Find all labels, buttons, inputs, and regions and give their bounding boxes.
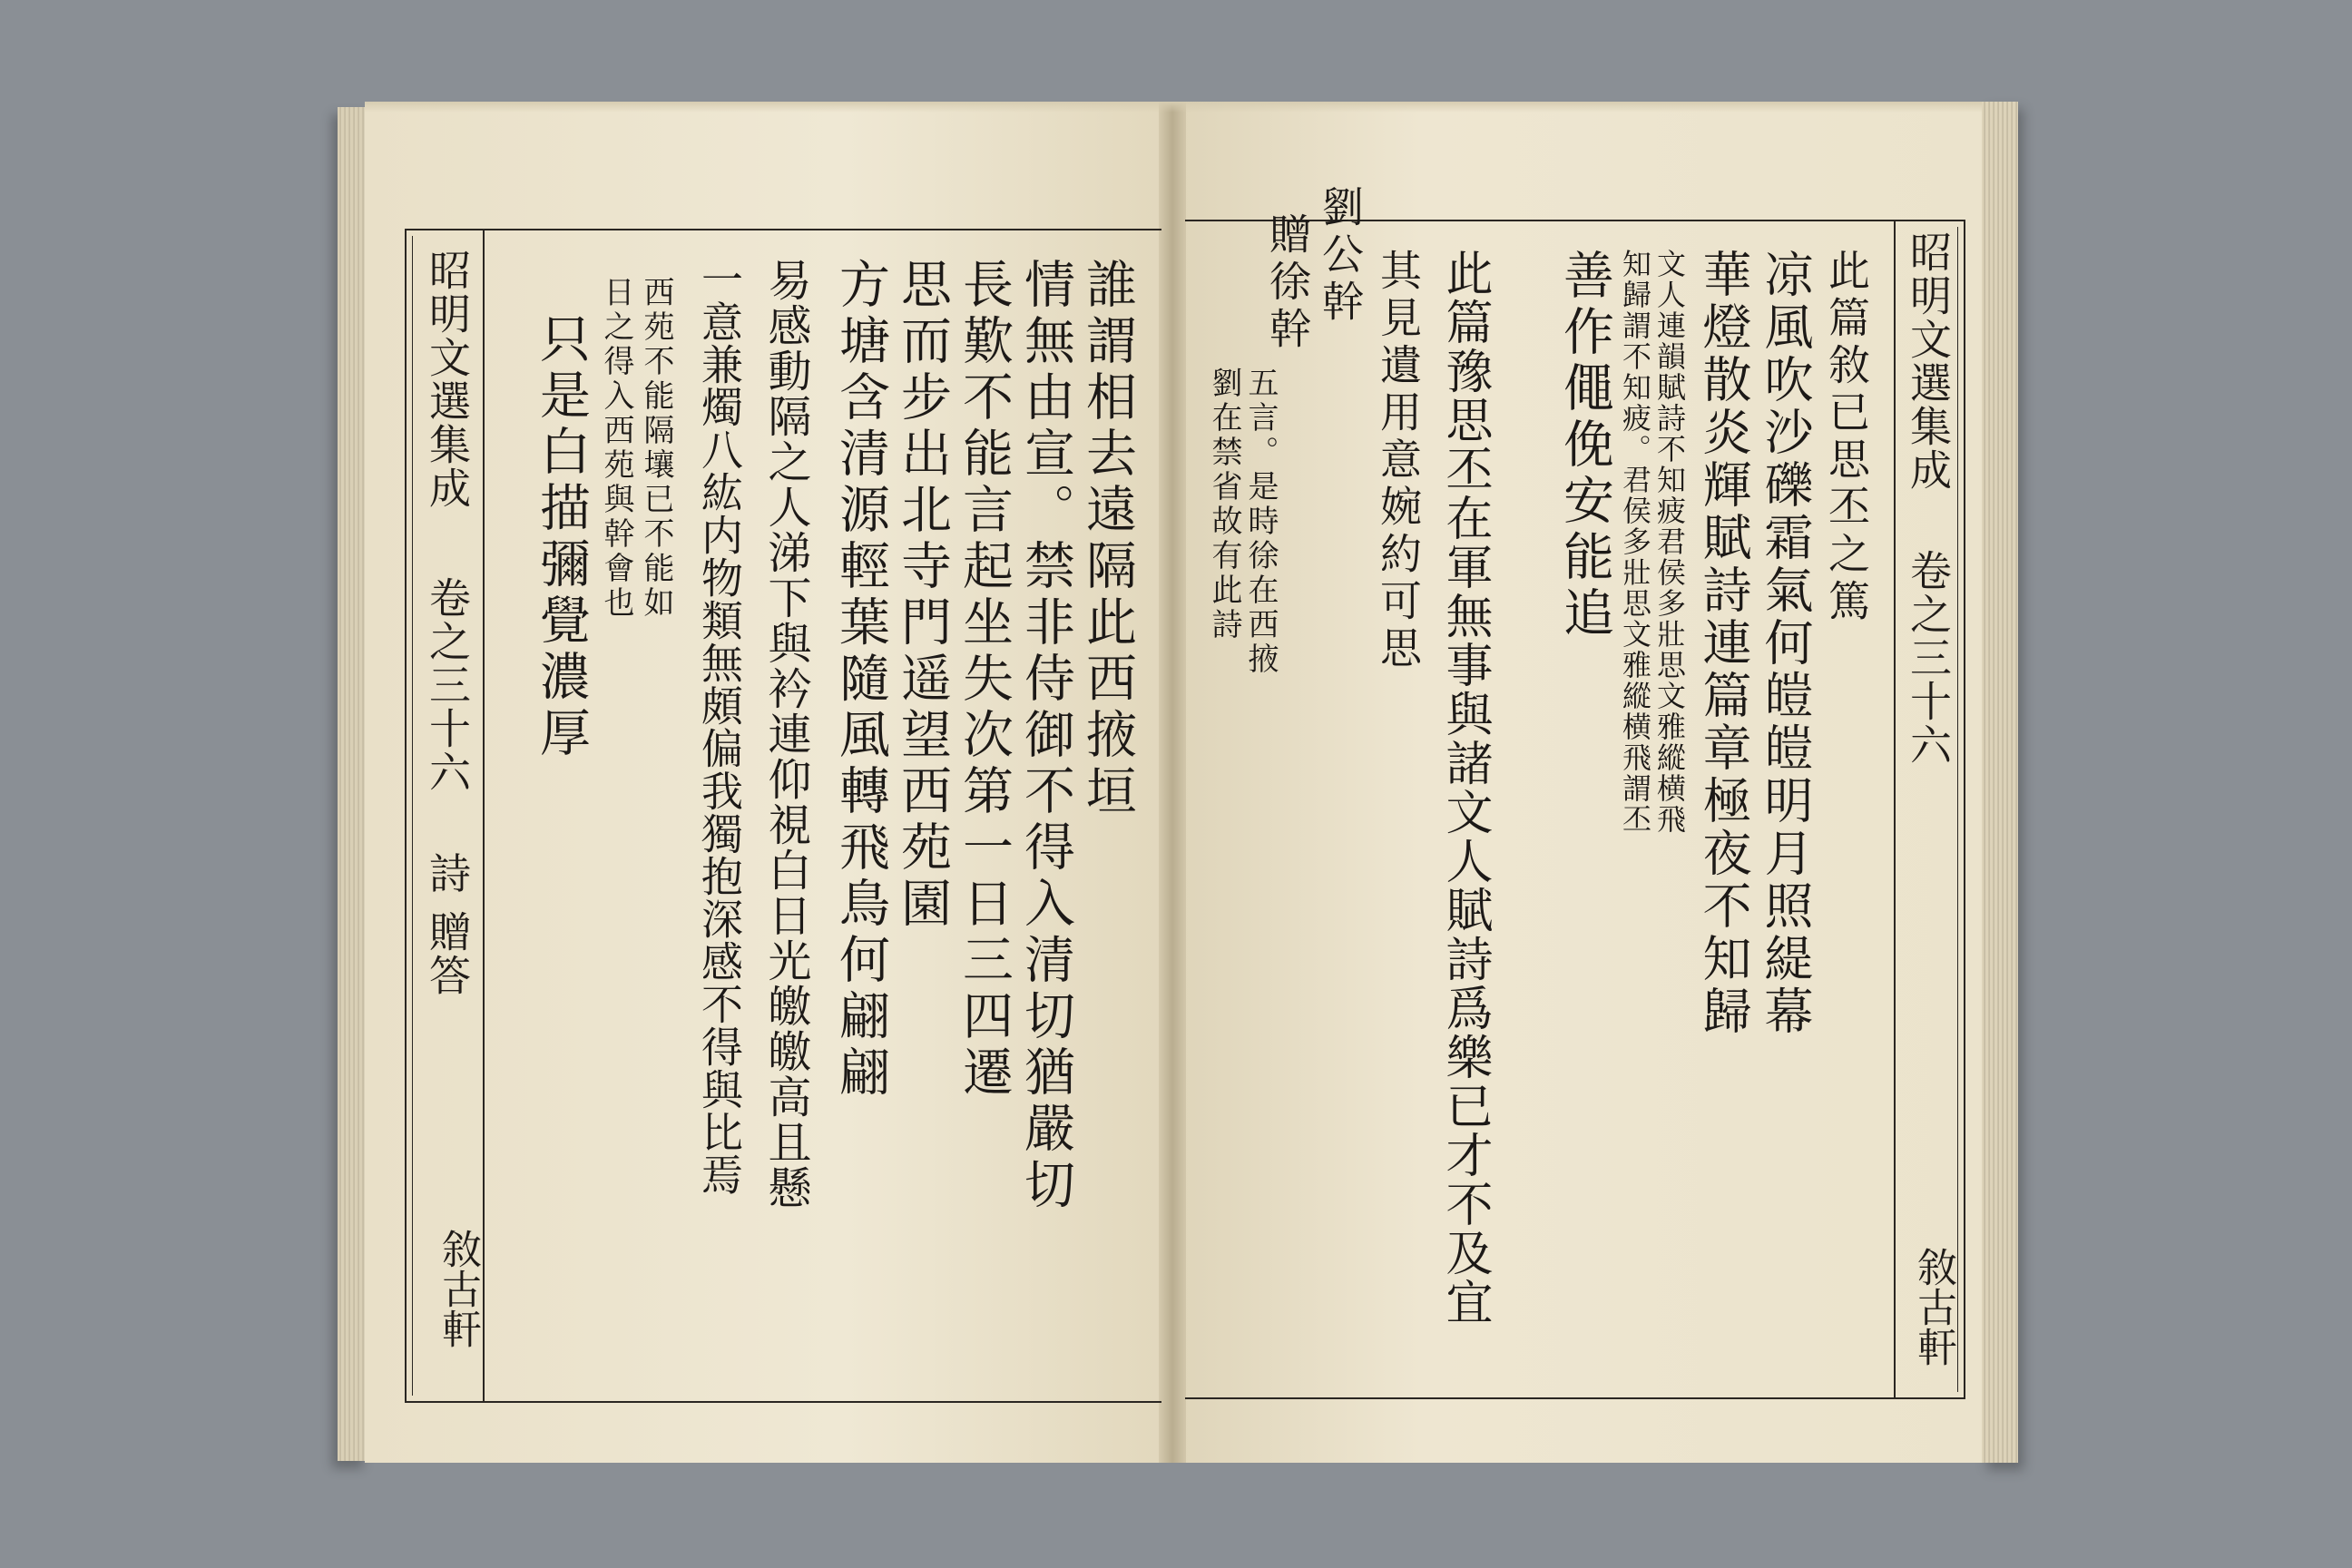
right-col-2: 凉風吹沙礫霜氣何皚皚明月照緹幕 bbox=[1757, 249, 1814, 1038]
left-col-9: 日之得入西苑與幹會也 bbox=[598, 276, 634, 621]
right-col-7: 此篇豫思丕在軍無事與諸文人賦詩爲樂已才不及宜 bbox=[1437, 249, 1492, 1327]
right-col-5: 知歸謂不知疲。君侯多壯思文雅縱横飛謂丕 bbox=[1618, 249, 1652, 835]
right-col-8: 其見遺用意婉約可思 bbox=[1374, 249, 1423, 673]
right-edition-mark: 敘古軒 bbox=[1910, 1247, 1956, 1367]
right-col-4: 文人連韻賦詩不知疲君侯多壯思文雅縱横飛 bbox=[1652, 249, 1687, 835]
left-banxin-title: 昭明文選集成 bbox=[423, 249, 472, 510]
left-edition-mark: 敘古軒 bbox=[435, 1229, 481, 1348]
right-banxin-volume: 卷之三十六 bbox=[1904, 549, 1953, 768]
right-banxin bbox=[1904, 230, 1953, 1319]
left-banxin-volume: 卷之三十六 bbox=[423, 576, 472, 795]
right-col-9: 劉公幹 bbox=[1316, 185, 1365, 327]
left-col-5: 方塘含清源輕葉隨風轉飛鳥何翩翩 bbox=[831, 258, 890, 1102]
right-banxin-title: 昭明文選集成 bbox=[1904, 230, 1953, 492]
right-page-edges bbox=[1982, 102, 2018, 1463]
left-frame-inner-rule bbox=[412, 236, 413, 1396]
left-banxin bbox=[423, 249, 472, 1338]
left-col-8: 西苑不能隔壤已不能如 bbox=[638, 276, 674, 621]
left-col-1: 誰謂相去遠隔此西掖垣 bbox=[1078, 258, 1137, 820]
left-banxin-section: 詩 贈答 bbox=[423, 851, 472, 998]
open-book bbox=[338, 94, 2018, 1470]
left-col-4: 思而步出北寺門遥望西苑園 bbox=[893, 258, 952, 933]
left-page-edges bbox=[338, 107, 368, 1461]
right-col-11: 五言。是時徐在西掖 bbox=[1242, 367, 1279, 677]
right-col-12: 劉在禁省故有此詩 bbox=[1206, 367, 1242, 642]
right-col-6: 善作僶俛安能追 bbox=[1555, 249, 1614, 642]
left-col-3: 長歎不能言起坐失次第一日三四遷 bbox=[955, 258, 1014, 1102]
book-gutter bbox=[1159, 102, 1186, 1463]
right-frame-inner-rule bbox=[1957, 227, 1958, 1392]
page-top-shadow bbox=[365, 102, 1982, 113]
right-col-1: 此篇敘已思丕之篤 bbox=[1822, 249, 1871, 626]
right-col-10: 贈徐幹 bbox=[1263, 212, 1312, 354]
left-col-10: 只是白描彌覺濃厚 bbox=[532, 312, 591, 762]
left-col-6: 易感動隔之人涕下與衿連仰視白日光皦皦高且懸 bbox=[760, 258, 811, 1210]
left-col-7: 一意兼燭八紘内物類無頗偏我獨抱深感不得與比焉 bbox=[695, 258, 744, 1196]
left-banxin-rule bbox=[483, 230, 485, 1401]
left-col-2: 情無由宣。禁非侍御不得入清切猶嚴切 bbox=[1016, 258, 1075, 1214]
right-col-3: 華燈散炎輝賦詩連篇章極夜不知歸 bbox=[1695, 249, 1752, 1038]
right-banxin-rule bbox=[1894, 221, 1896, 1397]
